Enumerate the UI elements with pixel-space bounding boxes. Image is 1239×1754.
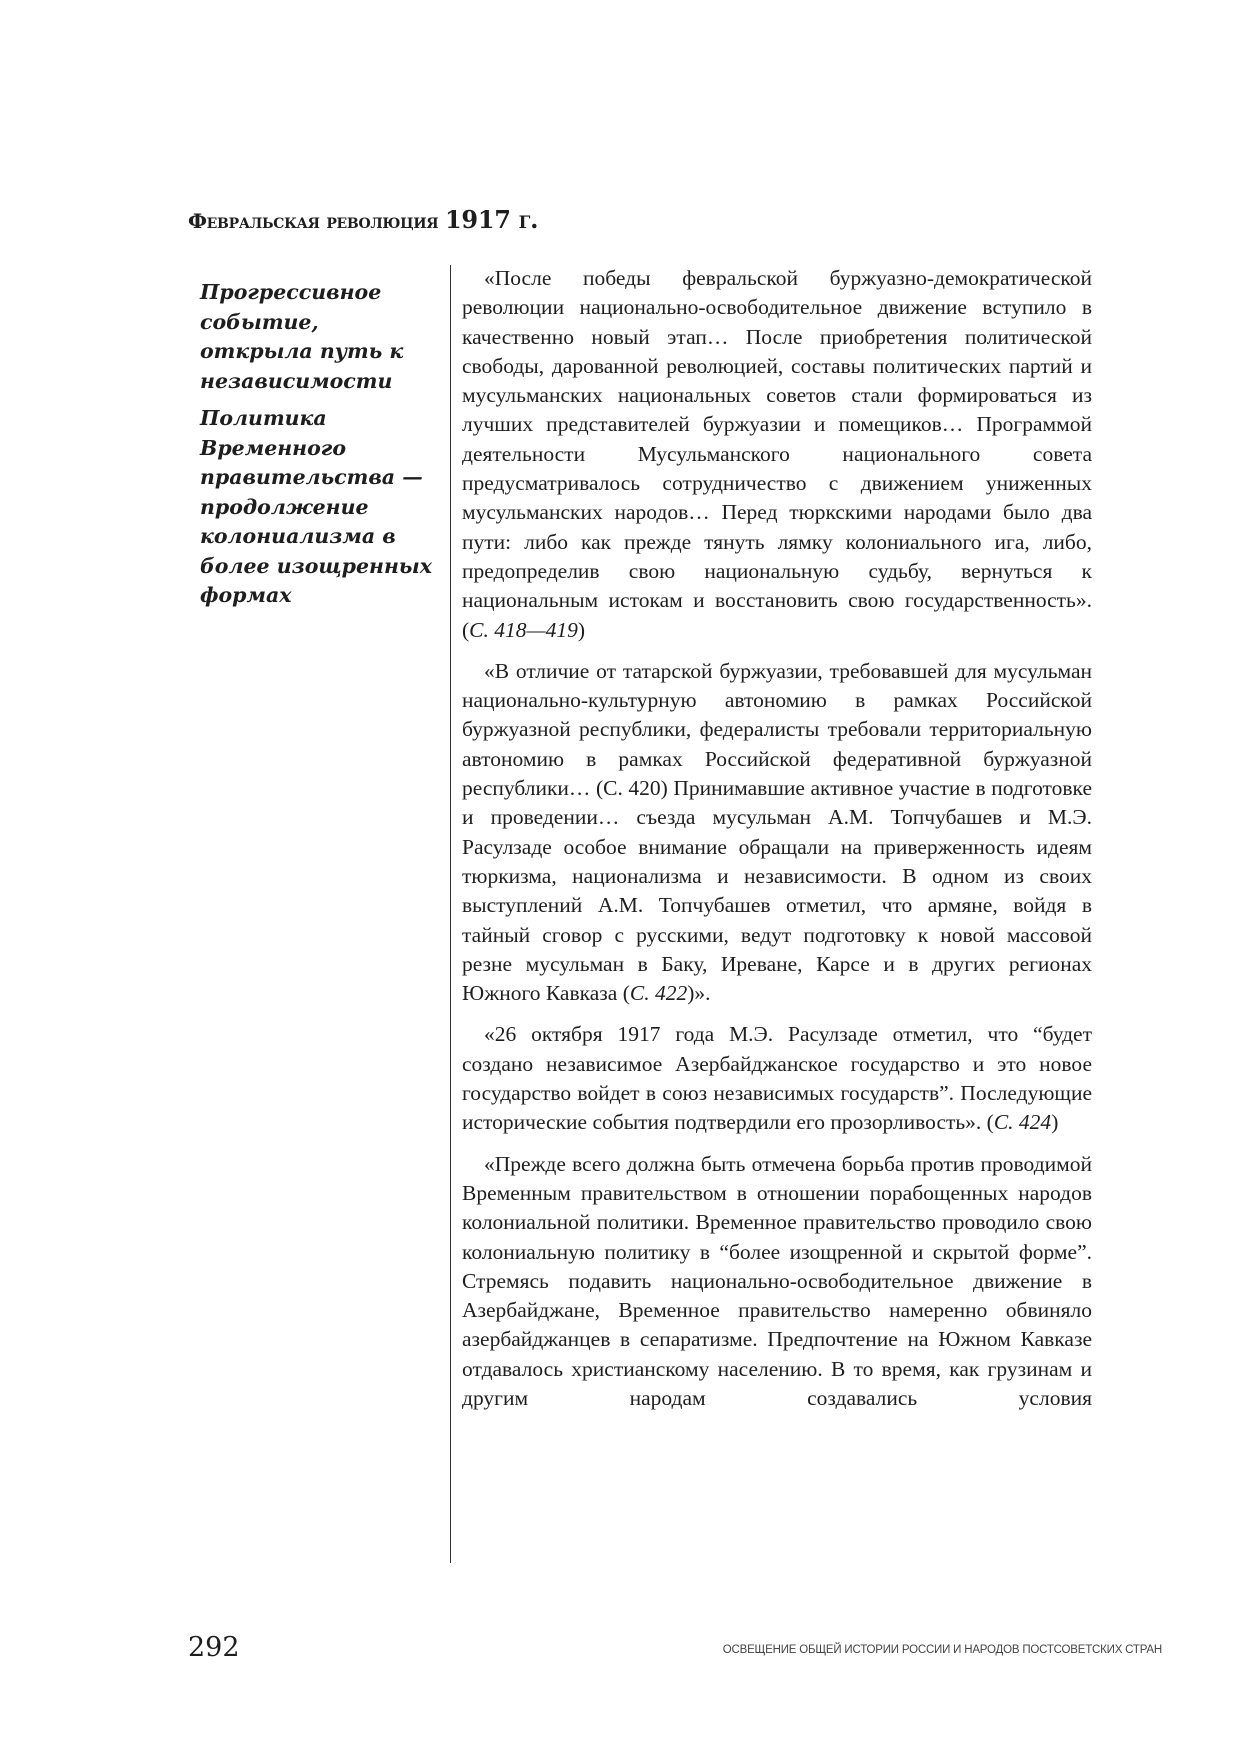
text: «Прежде всего должна быть отмечена борьба против проводимой Временным правительством в отношении порабощенных народов колониальной политики. Временное правительство проводило свою колониальную политику в “более изощренной и скрытой форме”. Стремясь подавить национально-освободительное движение в Азербайджане, Временное правительство намеренно обвиняло азербайджанцев в сепаратизме. Предпочтение на Южном Кавказе отдавалось христианскому населению. В то время, как грузинам и другим народам создавались условия bbox=[462, 1151, 1092, 1410]
heading-year: 1917 г. bbox=[445, 205, 539, 234]
section-heading bbox=[188, 205, 538, 234]
page-number: 292 bbox=[188, 1632, 240, 1663]
quote-paragraph bbox=[462, 264, 1092, 645]
text: )». bbox=[687, 981, 711, 1006]
citation: С. 422 bbox=[629, 981, 688, 1006]
body-text bbox=[462, 264, 1092, 1425]
heading-text: Февральская революция bbox=[188, 209, 439, 233]
running-title: ОСВЕЩЕНИЕ ОБЩЕЙ ИСТОРИИ РОССИИ И НАРОДОВ ПОСТСОВЕТСКИХ СТРАН bbox=[722, 1644, 1162, 1656]
quote-paragraph bbox=[462, 657, 1092, 1009]
column-divider bbox=[450, 265, 451, 1563]
margin-note: Политика Временного правительства — продолжение колониализма в более изощренных формах bbox=[200, 406, 432, 607]
margin-notes bbox=[200, 278, 435, 619]
text: ) bbox=[1051, 1110, 1059, 1135]
text: «В отличие от татарской буржуазии, требовавшей для мусульман национально-культурную автономию в рамках Российской буржуазной республики, федералисты требовали территориальную автономию в рамках Российской федеративной буржуазной республики… (С. 420) Принимавшие активное участие в подготовке и проведении… съезда мусульман А.М. Топчубашев и М.Э. Расулзаде особое внимание обращали на приверженность идеям тюркизма, национализма и независимости. В одном из своих выступлений А.М. Топчубашев отметил, что армяне, войдя в тайный сговор с русскими, ведут подготовку к новой массовой резне мусульман в Баку, Иреване, Карсе и в других регионах Южного Кавказа ( bbox=[462, 658, 1092, 1006]
citation: С. 418—419 bbox=[469, 617, 578, 642]
text: «После победы февральской буржуазно-демократической революции национально-освободительное движение вступило в качественно новый этап… После приобретения политической свободы, дарованной революцией, составы политических партий и мусульманских национальных советов стали формироваться из лучших представителей буржуазии и помещиков… Программой деятельности Мусульманского национального совета предусматривалось сотрудничество с движением униженных мусульманских народов… Перед тюркскими народами было два пути: либо как прежде тянуть лямку колониального ига, либо, предопределив свою национальную судьбу, вернуться к национальным истокам и восстановить свою государственность». ( bbox=[462, 266, 1092, 642]
quote-paragraph bbox=[462, 1020, 1092, 1137]
text: «26 октября 1917 года М.Э. Расулзаде отметил, что “будет создано независимое Азербайджанское государство и это новое государство войдет в союз независимых государств”. Последующие исторические события подтвердили его прозорливость». ( bbox=[462, 1022, 1092, 1135]
citation: С. 424 bbox=[993, 1110, 1052, 1135]
margin-note: Прогрессивное событие, открыла путь к независимости bbox=[200, 280, 404, 393]
quote-paragraph bbox=[462, 1150, 1092, 1414]
text: ) bbox=[577, 617, 586, 642]
